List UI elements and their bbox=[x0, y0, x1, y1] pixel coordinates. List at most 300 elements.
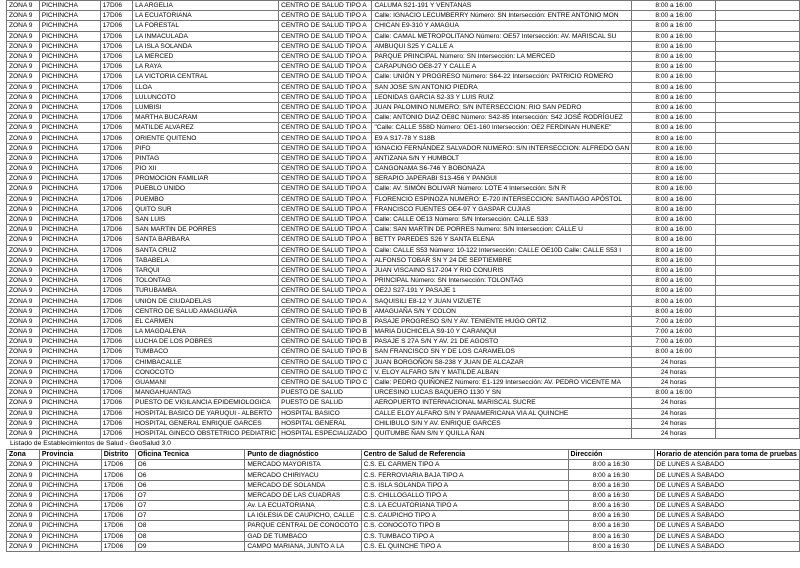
type-cell: CENTRO DE SALUD TIPO A bbox=[279, 62, 372, 72]
oficina-cell: O9 bbox=[135, 541, 245, 551]
distrito-cell: 17D06 bbox=[100, 133, 133, 143]
zona-cell: ZONA 9 bbox=[7, 428, 40, 438]
establishment-name-cell: UNION DE CIUDADELAS bbox=[133, 296, 279, 306]
hours-cell: 8:00 a 16:00 bbox=[632, 347, 716, 357]
type-cell: CENTRO DE SALUD TIPO A bbox=[279, 31, 372, 41]
type-cell: CENTRO DE SALUD TIPO A bbox=[279, 102, 372, 112]
zona-cell: ZONA 9 bbox=[7, 408, 40, 418]
type-cell: CENTRO DE SALUD TIPO A bbox=[279, 11, 372, 21]
distrito-cell: 17D06 bbox=[100, 164, 133, 174]
establishment-name-cell: LA ISLA SOLANDA bbox=[133, 41, 279, 51]
table-row bbox=[7, 418, 800, 428]
provincia-cell: PICHINCHA bbox=[39, 490, 101, 500]
distrito-cell: 17D06 bbox=[100, 72, 133, 82]
zona-cell: ZONA 9 bbox=[7, 276, 40, 286]
punto-cell: CAMPO MARIANA, JUNTO A LA bbox=[245, 541, 361, 551]
address-cell: SAN FRANCISCO SN Y DE LOS CARAMELOS bbox=[372, 347, 632, 357]
type-cell: CENTRO DE SALUD TIPO A bbox=[279, 153, 372, 163]
table-row bbox=[7, 143, 800, 153]
table-row bbox=[7, 337, 800, 347]
table-row bbox=[7, 490, 800, 500]
hours-cell: 8:00 a 16:00 bbox=[632, 184, 716, 194]
zona-cell: ZONA 9 bbox=[7, 388, 40, 398]
oficina-cell: O8 bbox=[135, 531, 245, 541]
zona-cell: ZONA 9 bbox=[7, 153, 40, 163]
provincia-cell: PICHINCHA bbox=[39, 194, 100, 204]
centro-cell: C.S. CHILLOGALLO TIPO A bbox=[361, 490, 568, 500]
empty-cell bbox=[716, 265, 800, 275]
distrito-cell: 17D06 bbox=[100, 51, 133, 61]
direccion-cell: 8:00 a 16:30 bbox=[568, 541, 654, 551]
zona-cell: ZONA 9 bbox=[7, 11, 40, 21]
table-row bbox=[7, 347, 800, 357]
punto-cell: MERCADO MAYORISTA bbox=[245, 460, 361, 470]
table-row bbox=[7, 367, 800, 377]
zona-cell: ZONA 9 bbox=[7, 337, 40, 347]
table-row bbox=[7, 62, 800, 72]
establishment-name-cell: SANTA BARBARA bbox=[133, 235, 279, 245]
hours-cell: 8:00 a 16:00 bbox=[632, 133, 716, 143]
empty-cell bbox=[716, 72, 800, 82]
empty-cell bbox=[716, 337, 800, 347]
distrito-cell: 17D06 bbox=[101, 480, 135, 490]
empty-cell bbox=[716, 164, 800, 174]
table-row bbox=[7, 11, 800, 21]
type-cell: CENTRO DE SALUD TIPO A bbox=[279, 72, 372, 82]
punto-cell: MERCADO CHIRIYACU bbox=[245, 470, 361, 480]
centro-cell: C.S. CAUPICHO TIPO A bbox=[361, 511, 568, 521]
establishment-name-cell: LUMBISI bbox=[133, 102, 279, 112]
distrito-cell: 17D06 bbox=[100, 31, 133, 41]
address-cell: SAN JOSE S/N ANTONIO PIEDRA bbox=[372, 82, 632, 92]
centro-cell: C.S. ISLA SOLANDA TIPO A bbox=[361, 480, 568, 490]
zona-cell: ZONA 9 bbox=[7, 174, 40, 184]
provincia-cell: PICHINCHA bbox=[39, 214, 100, 224]
punto-cell: MERCADO DE SOLANDA bbox=[245, 480, 361, 490]
empty-cell bbox=[716, 214, 800, 224]
type-cell: PUESTO DE SALUD bbox=[279, 398, 372, 408]
type-cell: HOSPITAL BASICO bbox=[279, 408, 372, 418]
empty-cell bbox=[716, 327, 800, 337]
table-row bbox=[7, 164, 800, 174]
zona-cell: ZONA 9 bbox=[7, 265, 40, 275]
zona-cell: ZONA 9 bbox=[7, 1, 40, 11]
zona-cell: ZONA 9 bbox=[7, 133, 40, 143]
address-cell: PARQUE PRINCIPAL Número: SN Intersección: LA MERCED bbox=[372, 51, 632, 61]
direccion-cell: 8:00 a 16:30 bbox=[568, 460, 654, 470]
empty-cell bbox=[716, 41, 800, 51]
column-header: Distrito bbox=[101, 450, 135, 460]
address-cell: IGNACIO FERNÁNDEZ SALVADOR NUMERO: S/N INTERSECCION: ALFREDO GAN bbox=[372, 143, 632, 153]
empty-cell bbox=[716, 418, 800, 428]
establishment-name-cell: TABABELA bbox=[133, 255, 279, 265]
hours-cell: 8:00 a 16:00 bbox=[632, 102, 716, 112]
type-cell: CENTRO DE SALUD TIPO A bbox=[279, 214, 372, 224]
table-row bbox=[7, 194, 800, 204]
horario-cell: DE LUNES A SABADO bbox=[654, 511, 800, 521]
table-row bbox=[7, 113, 800, 123]
type-cell: CENTRO DE SALUD TIPO A bbox=[279, 92, 372, 102]
column-header: Provincia bbox=[39, 450, 101, 460]
type-cell: CENTRO DE SALUD TIPO A bbox=[279, 174, 372, 184]
distrito-cell: 17D06 bbox=[100, 235, 133, 245]
establishment-name-cell: TUMBACO bbox=[133, 347, 279, 357]
column-header: Punto de diagnóstico bbox=[245, 450, 361, 460]
empty-cell bbox=[716, 347, 800, 357]
provincia-cell: PICHINCHA bbox=[39, 255, 100, 265]
distrito-cell: 17D06 bbox=[100, 276, 133, 286]
establishment-name-cell: SAN MARTIN DE PORRES bbox=[133, 225, 279, 235]
zona-cell: ZONA 9 bbox=[7, 82, 40, 92]
table-row bbox=[7, 51, 800, 61]
distrito-cell: 17D06 bbox=[100, 194, 133, 204]
provincia-cell: PICHINCHA bbox=[39, 204, 100, 214]
zona-cell: ZONA 9 bbox=[7, 72, 40, 82]
horario-cell: DE LUNES A SABADO bbox=[654, 521, 800, 531]
hours-cell: 8:00 a 16:00 bbox=[632, 92, 716, 102]
type-cell: CENTRO DE SALUD TIPO A bbox=[279, 276, 372, 286]
address-cell: FLORENCIO ESPINOZA NUMERO: E-720 INTERSECCION: SANTIAGO APÓSTOL bbox=[372, 194, 632, 204]
establishment-name-cell: MANGAHUANTAG bbox=[133, 388, 279, 398]
table-row bbox=[7, 72, 800, 82]
type-cell: HOSPITAL ESPECIALIZADO bbox=[279, 428, 372, 438]
provincia-cell: PICHINCHA bbox=[39, 11, 100, 21]
zona-cell: ZONA 9 bbox=[7, 31, 40, 41]
table-row bbox=[7, 470, 800, 480]
hours-cell: 8:00 a 16:00 bbox=[632, 31, 716, 41]
zona-cell: ZONA 9 bbox=[7, 306, 40, 316]
hours-cell: 7:00 a 16:00 bbox=[632, 337, 716, 347]
distrito-cell: 17D06 bbox=[100, 377, 133, 387]
oficina-cell: O8 bbox=[135, 521, 245, 531]
establishment-name-cell: PINTAG bbox=[133, 153, 279, 163]
empty-cell bbox=[716, 276, 800, 286]
punto-cell: PARQUE CENTRAL DE CONOCOTO bbox=[245, 521, 361, 531]
provincia-cell: PICHINCHA bbox=[39, 1, 100, 11]
type-cell: CENTRO DE SALUD TIPO A bbox=[279, 194, 372, 204]
address-cell: QUITUMBE ÑAN S/N Y QUILLA ÑAN bbox=[372, 428, 632, 438]
zona-cell: ZONA 9 bbox=[7, 113, 40, 123]
type-cell: CENTRO DE SALUD TIPO B bbox=[279, 347, 372, 357]
distrito-cell: 17D06 bbox=[100, 92, 133, 102]
type-cell: CENTRO DE SALUD TIPO A bbox=[279, 133, 372, 143]
table-row bbox=[7, 82, 800, 92]
address-cell: Calle: PEDRO QUIÑONEZ Número: E1-129 Intersección: AV. PEDRO VICENTE MA bbox=[372, 377, 632, 387]
distrito-cell: 17D06 bbox=[100, 21, 133, 31]
empty-cell bbox=[716, 357, 800, 367]
empty-cell bbox=[716, 1, 800, 11]
direccion-cell: 8:00 a 16:30 bbox=[568, 521, 654, 531]
table-row bbox=[7, 511, 800, 521]
distrito-cell: 17D06 bbox=[101, 470, 135, 480]
oficina-cell: O6 bbox=[135, 460, 245, 470]
distrito-cell: 17D06 bbox=[100, 316, 133, 326]
establishment-name-cell: LLOA bbox=[133, 82, 279, 92]
table-row bbox=[7, 460, 800, 470]
address-cell: Calle: CAMAL METROPOLITANO Número: OE57 Intersección: AV. MARISCAL SU bbox=[372, 31, 632, 41]
provincia-cell: PICHINCHA bbox=[39, 133, 100, 143]
establishment-name-cell: QUITO SUR bbox=[133, 204, 279, 214]
address-cell: SAQUISILI E8-12 Y JUAN VIZUETE bbox=[372, 296, 632, 306]
distrito-cell: 17D06 bbox=[100, 11, 133, 21]
empty-cell bbox=[716, 286, 800, 296]
distrito-cell: 17D06 bbox=[100, 41, 133, 51]
hours-cell: 8:00 a 16:00 bbox=[632, 296, 716, 306]
provincia-cell: PICHINCHA bbox=[39, 41, 100, 51]
establishment-name-cell: HOSPITAL GINECO OBSTETRICO PEDIATRIC bbox=[133, 428, 279, 438]
type-cell: CENTRO DE SALUD TIPO A bbox=[279, 82, 372, 92]
column-header: Dirección bbox=[568, 450, 654, 460]
provincia-cell: PICHINCHA bbox=[39, 235, 100, 245]
establishment-name-cell: ORIENTE QUITENO bbox=[133, 133, 279, 143]
empty-cell bbox=[716, 62, 800, 72]
hours-cell: 8:00 a 16:00 bbox=[632, 225, 716, 235]
column-header: Horario de atención para toma de pruebas bbox=[654, 450, 800, 460]
table-row bbox=[7, 184, 800, 194]
empty-cell bbox=[716, 31, 800, 41]
provincia-cell: PICHINCHA bbox=[39, 367, 100, 377]
distrito-cell: 17D06 bbox=[100, 337, 133, 347]
establishment-name-cell: CHIMBACALLE bbox=[133, 357, 279, 367]
hours-cell: 8:00 a 16:00 bbox=[632, 214, 716, 224]
distrito-cell: 17D06 bbox=[100, 357, 133, 367]
oficina-cell: O7 bbox=[135, 501, 245, 511]
hours-cell: 8:00 a 16:00 bbox=[632, 194, 716, 204]
table-row bbox=[7, 428, 800, 438]
provincia-cell: PICHINCHA bbox=[39, 21, 100, 31]
address-cell: CALUMA S21-191 Y VENTANAS bbox=[372, 1, 632, 11]
address-cell: V. ELOY ALFARO S/N Y MATILDE ALBAN bbox=[372, 367, 632, 377]
hours-cell: 8:00 a 16:00 bbox=[632, 153, 716, 163]
zona-cell: ZONA 9 bbox=[7, 296, 40, 306]
provincia-cell: PICHINCHA bbox=[39, 143, 100, 153]
zona-cell: ZONA 9 bbox=[7, 123, 40, 133]
establishment-name-cell: EL CARMEN bbox=[133, 316, 279, 326]
establishment-name-cell: SANTA CRUZ bbox=[133, 245, 279, 255]
type-cell: CENTRO DE SALUD TIPO A bbox=[279, 225, 372, 235]
establishment-name-cell: LA ECUATORIANA bbox=[133, 11, 279, 21]
table-row bbox=[7, 235, 800, 245]
provincia-cell: PICHINCHA bbox=[39, 265, 100, 275]
type-cell: CENTRO DE SALUD TIPO C bbox=[279, 367, 372, 377]
provincia-cell: PICHINCHA bbox=[39, 337, 100, 347]
hours-cell: 8:00 a 16:00 bbox=[632, 11, 716, 21]
address-cell: AEROPUERTO INTERNACIONAL MARISCAL SUCRE bbox=[372, 398, 632, 408]
zona-cell: ZONA 9 bbox=[7, 460, 40, 470]
zona-cell: ZONA 9 bbox=[7, 225, 40, 235]
table-row bbox=[7, 133, 800, 143]
provincia-cell: PICHINCHA bbox=[39, 153, 100, 163]
distrito-cell: 17D06 bbox=[101, 460, 135, 470]
table-row bbox=[7, 1, 800, 11]
hours-cell: 8:00 a 16:00 bbox=[632, 174, 716, 184]
hours-cell: 8:00 a 16:00 bbox=[632, 21, 716, 31]
distrito-cell: 17D06 bbox=[100, 398, 133, 408]
type-cell: PUESTO DE SALUD bbox=[279, 388, 372, 398]
zona-cell: ZONA 9 bbox=[7, 255, 40, 265]
zona-cell: ZONA 9 bbox=[7, 245, 40, 255]
type-cell: CENTRO DE SALUD TIPO A bbox=[279, 143, 372, 153]
distrito-cell: 17D06 bbox=[101, 490, 135, 500]
provincia-cell: PICHINCHA bbox=[39, 347, 100, 357]
distrito-cell: 17D06 bbox=[100, 204, 133, 214]
table-row bbox=[7, 276, 800, 286]
zona-cell: ZONA 9 bbox=[7, 194, 40, 204]
hours-cell: 8:00 a 16:00 bbox=[632, 143, 716, 153]
zona-cell: ZONA 9 bbox=[7, 41, 40, 51]
establishment-name-cell: LA VICTORIA CENTRAL bbox=[133, 72, 279, 82]
address-cell: JUAN VISCAINO S17-204 Y RIO CONURIS bbox=[372, 265, 632, 275]
address-cell: LEONIDAS GARCIA S2-33 Y LUIS RUIZ bbox=[372, 92, 632, 102]
address-cell: BETTY PAREDES S26 Y SANTA ELENA bbox=[372, 235, 632, 245]
empty-cell bbox=[716, 21, 800, 31]
table-row bbox=[7, 306, 800, 316]
distrito-cell: 17D06 bbox=[100, 265, 133, 275]
provincia-cell: PICHINCHA bbox=[39, 398, 100, 408]
provincia-cell: PICHINCHA bbox=[39, 113, 100, 123]
distrito-cell: 17D06 bbox=[100, 143, 133, 153]
empty-cell bbox=[716, 245, 800, 255]
establishments-table bbox=[6, 0, 800, 439]
distrito-cell: 17D06 bbox=[101, 531, 135, 541]
direccion-cell: 8:00 a 16:30 bbox=[568, 490, 654, 500]
establishment-name-cell: TOLONTAG bbox=[133, 276, 279, 286]
provincia-cell: PICHINCHA bbox=[39, 184, 100, 194]
type-cell: CENTRO DE SALUD TIPO A bbox=[279, 41, 372, 51]
provincia-cell: PICHINCHA bbox=[39, 174, 100, 184]
distrito-cell: 17D06 bbox=[100, 123, 133, 133]
hours-cell: 8:00 a 16:00 bbox=[632, 164, 716, 174]
empty-cell bbox=[716, 398, 800, 408]
establishment-name-cell: PUEBLO UNIDO bbox=[133, 184, 279, 194]
hours-cell: 24 horas bbox=[632, 398, 716, 408]
zona-cell: ZONA 9 bbox=[7, 521, 40, 531]
establishment-name-cell: TURUBAMBA bbox=[133, 286, 279, 296]
provincia-cell: PICHINCHA bbox=[39, 82, 100, 92]
empty-cell bbox=[716, 388, 800, 398]
centro-cell: C.S. TUMBACO TIPO A bbox=[361, 531, 568, 541]
distrito-cell: 17D06 bbox=[100, 418, 133, 428]
provincia-cell: PICHINCHA bbox=[39, 357, 100, 367]
address-cell: JUAN PALOMINO NUMERO: S/N INTERSECCION: RIO SAN PEDRO bbox=[372, 102, 632, 112]
hours-cell: 8:00 a 16:00 bbox=[632, 123, 716, 133]
establishment-name-cell: PUESTO DE VIGILANCIA EPIDEMIOLOGICA bbox=[133, 398, 279, 408]
address-cell: OE2J S27-191 Y PASAJE 1 bbox=[372, 286, 632, 296]
type-cell: CENTRO DE SALUD TIPO A bbox=[279, 255, 372, 265]
distrito-cell: 17D06 bbox=[100, 174, 133, 184]
type-cell: CENTRO DE SALUD TIPO A bbox=[279, 123, 372, 133]
table-row bbox=[7, 296, 800, 306]
address-cell: AMBUQUI S25 Y CALLE A bbox=[372, 41, 632, 51]
address-cell: AMAGUAÑA S/N Y COLON bbox=[372, 306, 632, 316]
address-cell: SERAPIO JAPERABI S13-456 Y PANGUI bbox=[372, 174, 632, 184]
empty-cell bbox=[716, 428, 800, 438]
distrito-cell: 17D06 bbox=[100, 327, 133, 337]
establishment-name-cell: LA RAYA bbox=[133, 62, 279, 72]
type-cell: CENTRO DE SALUD TIPO A bbox=[279, 113, 372, 123]
table-row bbox=[7, 21, 800, 31]
zona-cell: ZONA 9 bbox=[7, 327, 40, 337]
type-cell: CENTRO DE SALUD TIPO C bbox=[279, 377, 372, 387]
distrito-cell: 17D06 bbox=[100, 62, 133, 72]
establishment-name-cell: TARQUI bbox=[133, 265, 279, 275]
establishment-name-cell: HOSPITAL BASICO DE YARUQUI - ALBERTO bbox=[133, 408, 279, 418]
centro-cell: C.S. EL CARMEN TIPO A bbox=[361, 460, 568, 470]
establishment-name-cell: PIO XII bbox=[133, 164, 279, 174]
zona-cell: ZONA 9 bbox=[7, 470, 40, 480]
type-cell: CENTRO DE SALUD TIPO A bbox=[279, 286, 372, 296]
establishment-name-cell: LA INMACULADA bbox=[133, 31, 279, 41]
distrito-cell: 17D06 bbox=[100, 255, 133, 265]
empty-cell bbox=[716, 143, 800, 153]
empty-cell bbox=[716, 113, 800, 123]
provincia-cell: PICHINCHA bbox=[39, 541, 101, 551]
address-cell: JUAN BORGOÑON S8-238 Y JUAN DE ALCAZAR bbox=[372, 357, 632, 367]
zona-cell: ZONA 9 bbox=[7, 490, 40, 500]
provincia-cell: PICHINCHA bbox=[39, 428, 100, 438]
horario-cell: DE LUNES A SABADO bbox=[654, 460, 800, 470]
centro-cell: C.S. FERROVIARIA BAJA TIPO A bbox=[361, 470, 568, 480]
table-header-row bbox=[7, 450, 800, 460]
distrito-cell: 17D06 bbox=[100, 102, 133, 112]
zona-cell: ZONA 9 bbox=[7, 143, 40, 153]
zona-cell: ZONA 9 bbox=[7, 531, 40, 541]
table-row bbox=[7, 31, 800, 41]
provincia-cell: PICHINCHA bbox=[39, 531, 101, 541]
empty-cell bbox=[716, 204, 800, 214]
type-cell: HOSPITAL GENERAL bbox=[279, 418, 372, 428]
zona-cell: ZONA 9 bbox=[7, 235, 40, 245]
table-row bbox=[7, 265, 800, 275]
horario-cell: DE LUNES A SABADO bbox=[654, 501, 800, 511]
list-caption: Listado de Establecimientos de Salud - GeoSalud 3.0 bbox=[10, 440, 171, 448]
address-cell: E9 A S17-78 Y S18B bbox=[372, 133, 632, 143]
oficina-cell: O7 bbox=[135, 511, 245, 521]
punto-cell: GAD DE TUMBACO bbox=[245, 531, 361, 541]
distrito-cell: 17D06 bbox=[100, 428, 133, 438]
zona-cell: ZONA 9 bbox=[7, 541, 40, 551]
address-cell: "Calle: CALLE S58D Número: OE1-160 Intersección: OE2 FERDINAN HUNEKE" bbox=[372, 123, 632, 133]
table-row bbox=[7, 327, 800, 337]
empty-cell bbox=[716, 82, 800, 92]
distrito-cell: 17D06 bbox=[100, 367, 133, 377]
empty-cell bbox=[716, 174, 800, 184]
address-cell: PRINCIPAL Número: SN Intersección: TOLONTAG bbox=[372, 276, 632, 286]
hours-cell: 7:00 a 16:00 bbox=[632, 316, 716, 326]
empty-cell bbox=[716, 102, 800, 112]
column-header: Oficina Tecnica bbox=[135, 450, 245, 460]
table-row bbox=[7, 357, 800, 367]
address-cell: Calle: UNIÓN Y PROGRESO Número: S64-22 Intersección: PATRICIO ROMERO bbox=[372, 72, 632, 82]
table-row bbox=[7, 204, 800, 214]
distrito-cell: 17D06 bbox=[100, 306, 133, 316]
provincia-cell: PICHINCHA bbox=[39, 501, 101, 511]
table-row bbox=[7, 541, 800, 551]
hours-cell: 8:00 a 16:00 bbox=[632, 388, 716, 398]
hours-cell: 8:00 a 16:00 bbox=[632, 265, 716, 275]
address-cell: CHILIBULO S/N Y AV. ENRIQUE GARCES bbox=[372, 418, 632, 428]
hours-cell: 8:00 a 16:00 bbox=[632, 1, 716, 11]
empty-cell bbox=[716, 255, 800, 265]
zona-cell: ZONA 9 bbox=[7, 62, 40, 72]
establishment-name-cell: CONOCOTO bbox=[133, 367, 279, 377]
empty-cell bbox=[716, 316, 800, 326]
type-cell: CENTRO DE SALUD TIPO B bbox=[279, 306, 372, 316]
zona-cell: ZONA 9 bbox=[7, 286, 40, 296]
empty-cell bbox=[716, 235, 800, 245]
zona-cell: ZONA 9 bbox=[7, 92, 40, 102]
provincia-cell: PICHINCHA bbox=[39, 327, 100, 337]
